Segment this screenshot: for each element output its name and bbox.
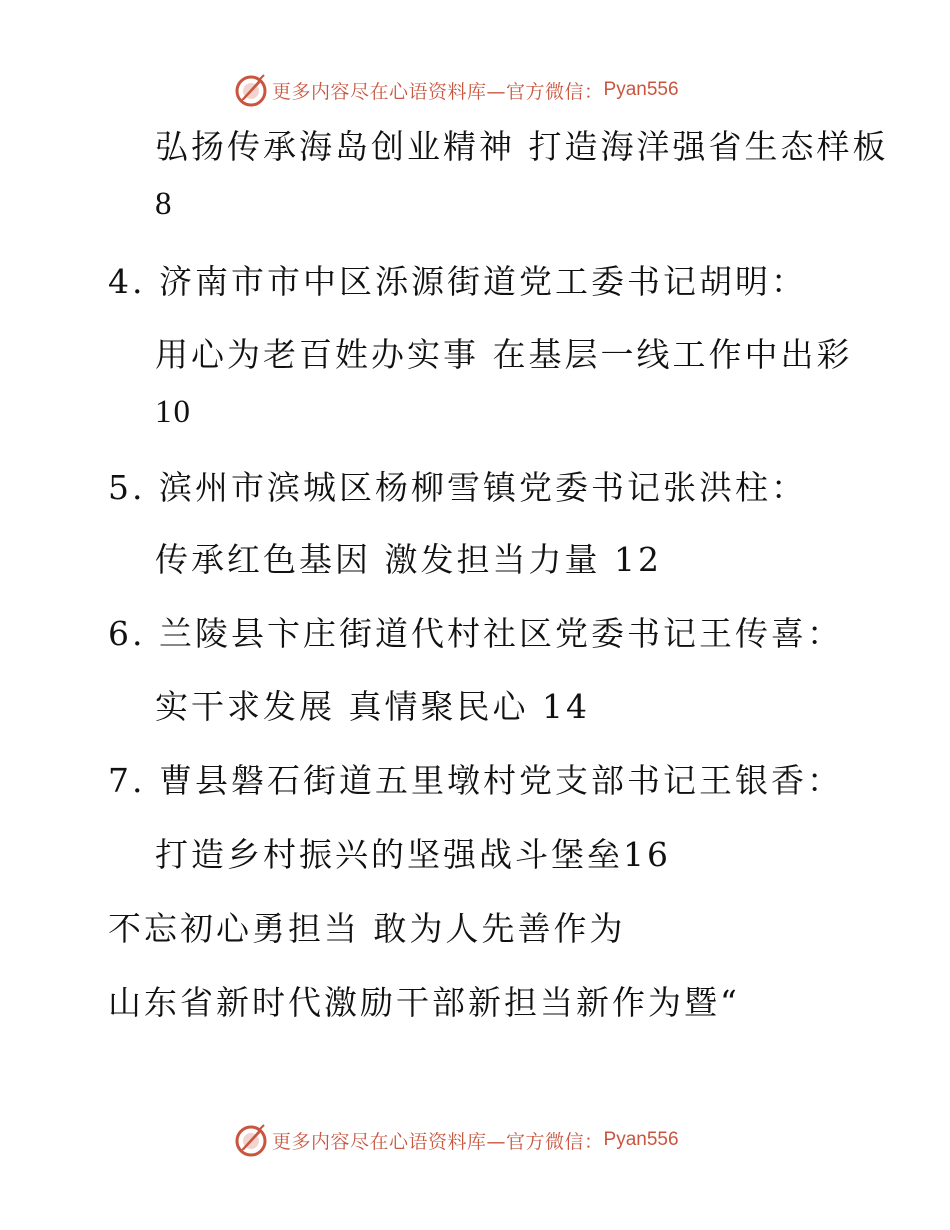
watermark-header [234,72,679,108]
toc-subtitle-4: 用心为老百姓办实事 在基层一线工作中出彩 [155,335,853,374]
toc-subtitle-5: 传承红色基因 激发担当力量 12 [155,540,662,579]
watermark-text: 更多内容尽在心语资料库—官方微信： [272,1130,604,1153]
toc-subtitle-6: 实干求发展 真情聚民心 14 [155,687,590,726]
toc-subtitle-7: 打造乡村振兴的坚强战斗堡垒16 [155,835,671,874]
toc-subtitle-1: 弘扬传承海岛创业精神 打造海洋强省生态样板 [155,127,889,166]
watermark-wechat-id: Pyan556 [603,1129,679,1150]
watermark-wechat-id: Pyan556 [603,79,679,100]
watermark-footer [234,1122,679,1158]
section-heading-2: 山东省新时代激励干部新担当新作为暨“ [108,983,740,1022]
toc-entry-7: 7. 曹县磐石街道五里墩村党支部书记王银香： [108,761,843,800]
toc-page-number-4: 10 [155,394,192,430]
toc-entry-5: 5. 滨州市滨城区杨柳雪镇党委书记张洪柱： [108,468,807,507]
toc-entry-4: 4. 济南市市中区泺源街道党工委书记胡明： [108,262,807,301]
quill-pen-seal-icon [234,73,268,107]
toc-page-number-1: 8 [155,186,174,222]
quill-pen-seal-icon [234,1123,268,1157]
section-heading-1: 不忘初心勇担当 敢为人先善作为 [108,909,626,948]
watermark-text: 更多内容尽在心语资料库—官方微信： [272,80,604,103]
toc-entry-6: 6. 兰陵县卞庄街道代村社区党委书记王传喜： [108,614,843,653]
